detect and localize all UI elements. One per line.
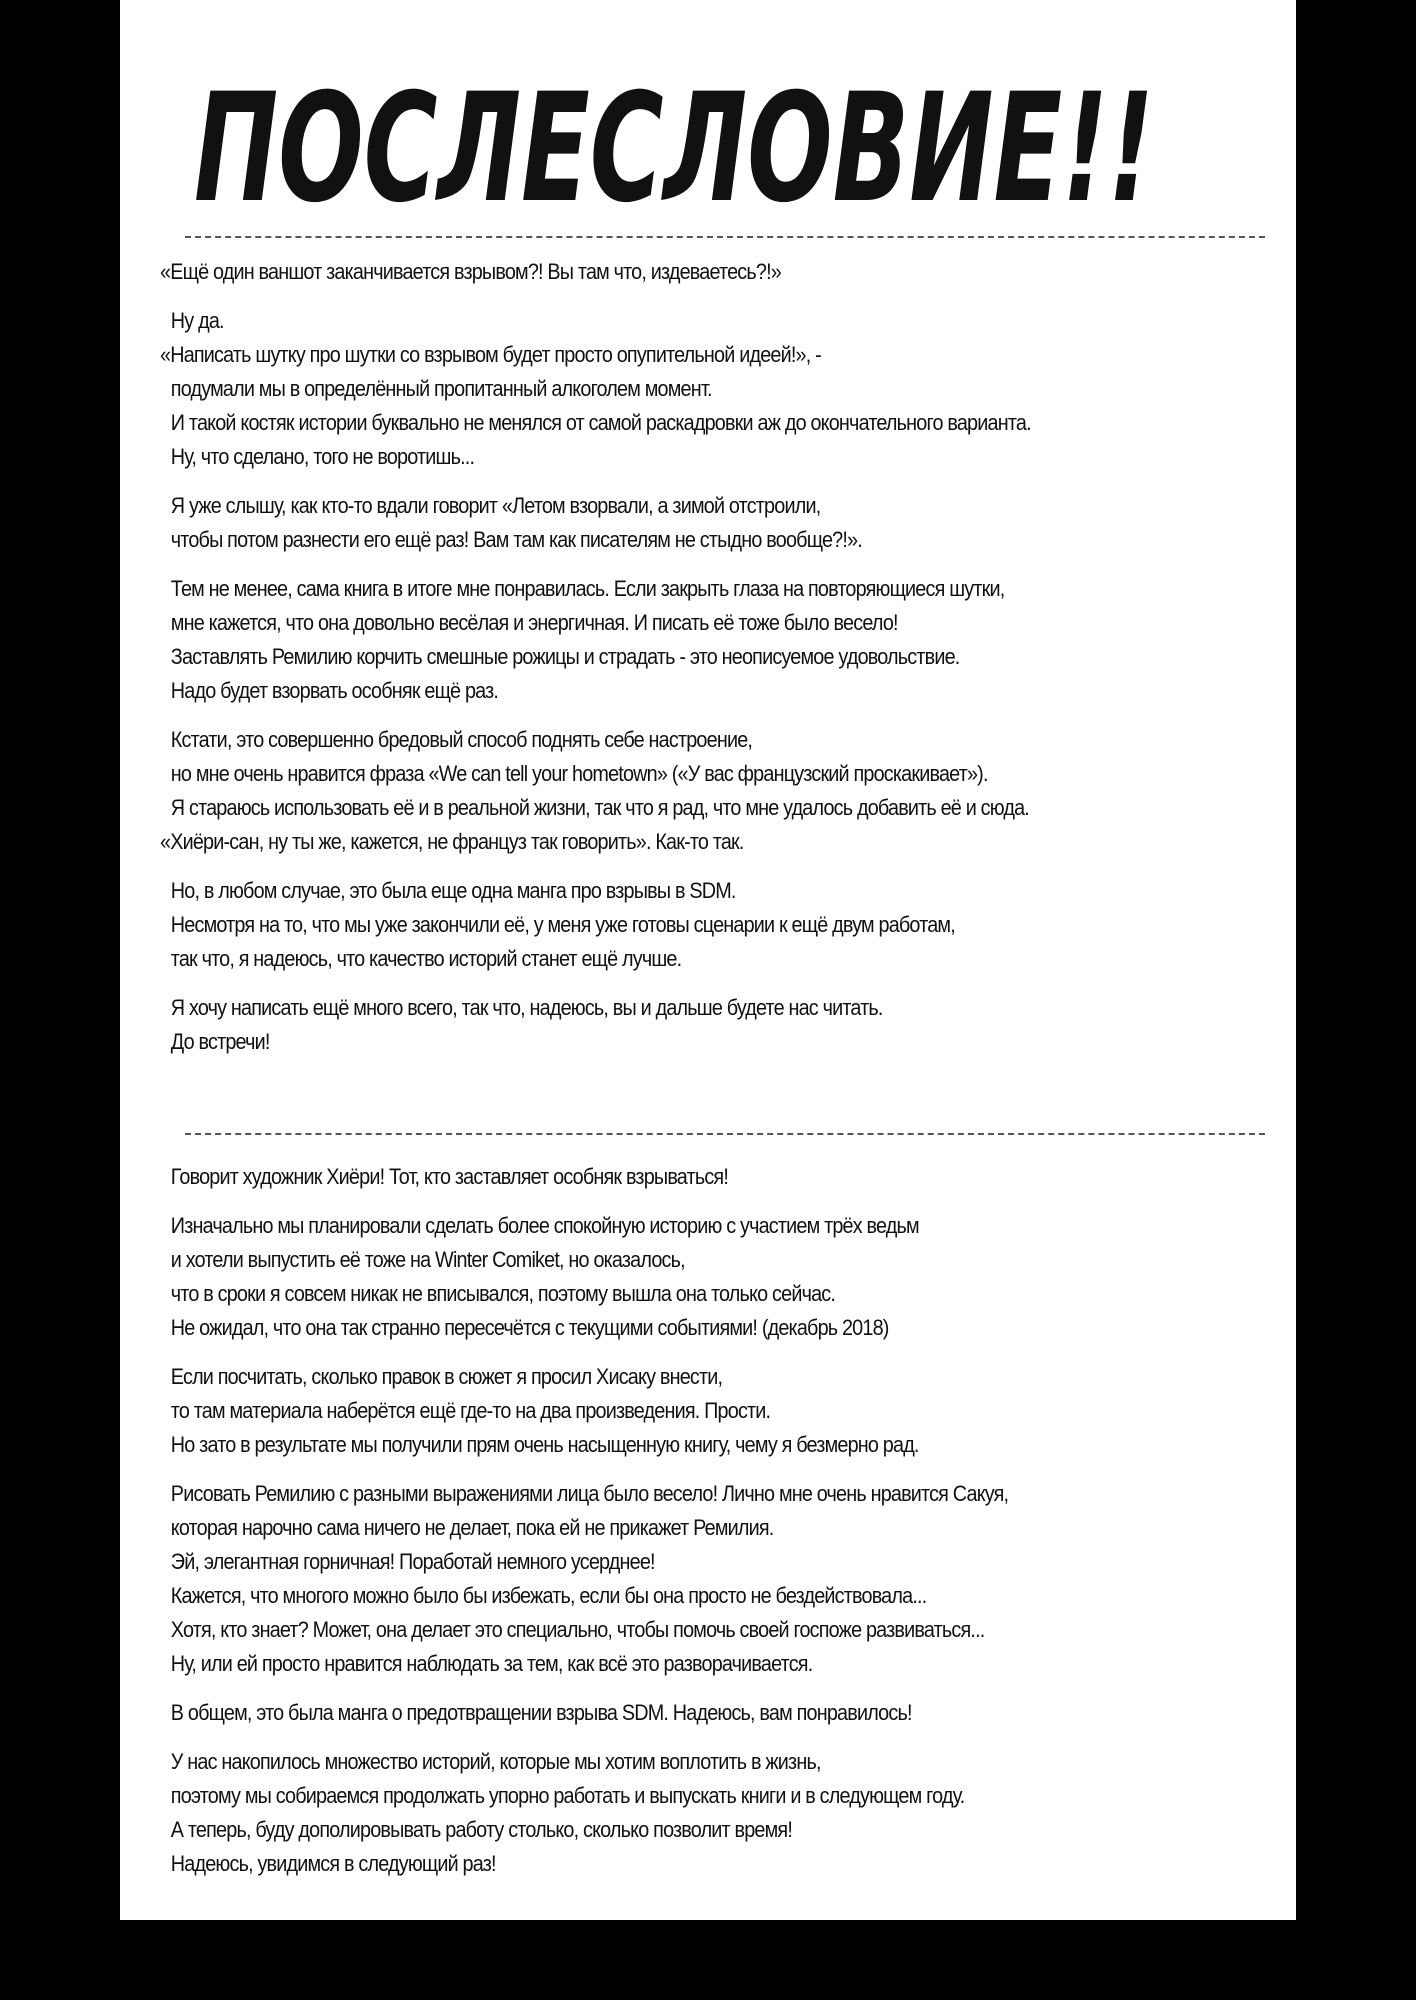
text-line: Надо будет взорвать особняк ещё раз. bbox=[170, 678, 499, 703]
text-line: А теперь, буду дополировывать работу столько, сколько позволит время! bbox=[170, 1817, 793, 1842]
title-lettering bbox=[190, 60, 1240, 236]
text-line: Я стараюсь использовать её и в реальной жизни, так что я рад, что мне удалось добавить её и сюда. bbox=[170, 795, 1029, 820]
text-line: Не ожидал, что она так странно пересечётся с текущими событиями! (декабрь 2018) bbox=[170, 1315, 889, 1340]
text-line: Если посчитать, сколько правок в сюжет я просил Хисаку внести, bbox=[170, 1364, 723, 1389]
text-line: Но зато в результате мы получили прям очень насыщенную книгу, чему я безмерно рад. bbox=[170, 1432, 919, 1457]
text-line: поэтому мы собираемся продолжать упорно работать и выпускать книги и в следующем году. bbox=[170, 1783, 965, 1808]
text-line: «Написать шутку про шутки со взрывом будет просто опупительной идеей!», - bbox=[160, 342, 821, 367]
text-line: Эй, элегантная горничная! Поработай немного усерднее! bbox=[170, 1549, 655, 1574]
text-line: что в сроки я совсем никак не вписывался, поэтому вышла она только сейчас. bbox=[170, 1281, 836, 1306]
text-line: Но, в любом случае, это была еще одна манга про взрывы в SDM. bbox=[170, 878, 736, 903]
text-line: Ну, или ей просто нравится наблюдать за тем, как всё это разворачивается. bbox=[170, 1651, 813, 1676]
paragraph bbox=[160, 991, 1270, 1059]
paragraph bbox=[160, 489, 1270, 557]
text-line: У нас накопилось множество историй, которые мы хотим воплотить в жизнь, bbox=[170, 1749, 821, 1774]
text-line: Рисовать Ремилию с разными выражениями лица было весело! Лично мне очень нравится Сакуя, bbox=[170, 1481, 1009, 1506]
text-line: и хотели выпустить её тоже на Winter Comiket, но оказалось, bbox=[170, 1247, 685, 1272]
text-line: Ну, что сделано, того не воротишь... bbox=[170, 444, 475, 469]
page-title bbox=[190, 60, 1240, 236]
text-line: И такой костяк истории буквально не менялся от самой раскадровки аж до окончательного варианта. bbox=[170, 410, 1031, 435]
text-line: мне кажется, что она довольно весёлая и энергичная. И писать её тоже было весело! bbox=[170, 610, 898, 635]
text-line: Говорит художник Хиёри! Тот, кто заставляет особняк взрываться! bbox=[170, 1164, 729, 1189]
text-line: До встречи! bbox=[170, 1029, 270, 1054]
text-line: подумали мы в определённый пропитанный алкоголем момент. bbox=[170, 376, 712, 401]
text-line: то там материала наберётся ещё где-то на два произведения. Прости. bbox=[170, 1398, 771, 1423]
text-line: Ну да. bbox=[170, 308, 224, 333]
paragraph bbox=[160, 1360, 1270, 1462]
text-line: Тем не менее, сама книга в итоге мне понравилась. Если закрыть глаза на повторяющиеся шутки, bbox=[170, 576, 1005, 601]
text-line: В общем, это была манга о предотвращении взрыва SDM. Надеюсь, вам понравилось! bbox=[170, 1700, 912, 1725]
text-line: Хотя, кто знает? Может, она делает это специально, чтобы помочь своей госпоже развиваться... bbox=[170, 1617, 985, 1642]
afterword-page bbox=[120, 0, 1296, 1920]
paragraph bbox=[160, 1477, 1270, 1681]
text-line: «Ещё один ваншот заканчивается взрывом?! Вы там что, издеваетесь?!» bbox=[160, 259, 781, 284]
paragraph bbox=[160, 255, 1270, 289]
text-line: Я хочу написать ещё много всего, так что, надеюсь, вы и дальше будете нас читать. bbox=[170, 995, 883, 1020]
text-line: так что, я надеюсь, что качество историй станет ещё лучше. bbox=[170, 946, 682, 971]
text-line: Я уже слышу, как кто-то вдали говорит «Летом взорвали, а зимой отстроили, bbox=[170, 493, 821, 518]
text-line: Кстати, это совершенно бредовый способ поднять себе настроение, bbox=[170, 727, 753, 752]
text-line: «Хиёри-сан, ну ты же, кажется, не француз так говорить». Как-то так. bbox=[160, 829, 744, 854]
paragraph bbox=[160, 1160, 1270, 1194]
paragraph bbox=[160, 1696, 1270, 1730]
paragraph bbox=[160, 1209, 1270, 1345]
text-line: Надеюсь, увидимся в следующий раз! bbox=[170, 1851, 496, 1876]
paragraph bbox=[160, 304, 1270, 474]
text-line: но мне очень нравится фраза «We can tell your hometown» («У вас французский проскакивает»). bbox=[170, 761, 988, 786]
paragraph bbox=[160, 874, 1270, 976]
paragraph bbox=[160, 572, 1270, 708]
text-line: которая нарочно сама ничего не делает, пока ей не прикажет Ремилия. bbox=[170, 1515, 774, 1540]
paragraph bbox=[160, 1745, 1270, 1881]
title-text: ПОСЛЕСЛОВИЕ!! bbox=[194, 62, 1154, 236]
text-line: чтобы потом разнести его ещё раз! Вам там как писателям не стыдно вообще?!». bbox=[170, 527, 862, 552]
writer-section bbox=[160, 255, 1270, 1074]
artist-section bbox=[160, 1160, 1270, 1896]
text-line: Кажется, что многого можно было бы избежать, если бы она просто не бездействовала... bbox=[170, 1583, 927, 1608]
paragraph bbox=[160, 723, 1270, 859]
section-divider-middle bbox=[185, 1133, 1265, 1135]
section-divider-top bbox=[185, 236, 1265, 238]
text-line: Изначально мы планировали сделать более спокойную историю с участием трёх ведьм bbox=[170, 1213, 919, 1238]
text-line: Заставлять Ремилию корчить смешные рожицы и страдать - это неописуемое удовольствие. bbox=[170, 644, 960, 669]
text-line: Несмотря на то, что мы уже закончили её, у меня уже готовы сценарии к ещё двум работам, bbox=[170, 912, 955, 937]
